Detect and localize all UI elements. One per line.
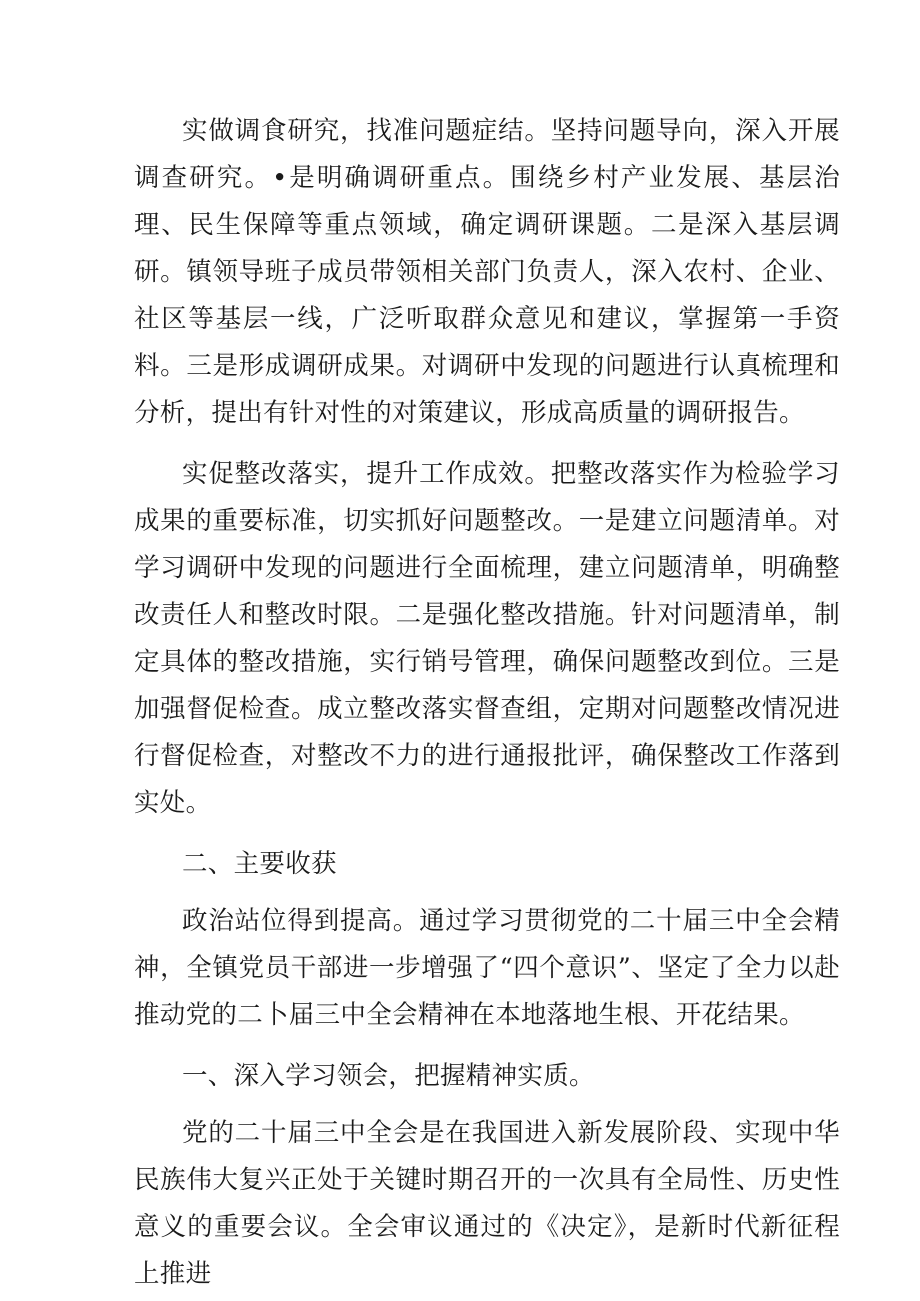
paragraph-research: 实做调食研究，找准问题症结。坚持问题导向，深入开展调查研究。•是明确调研重点。围绕乡村产业发展、基层治理、民生保障等重点领域，确定调研课题。二是深入基层调研。镇领导班子成员带领相关部门负责人，深入农村、企业、社区等基层一线，广泛听取群众意见和建议，掌握第一手资料。三是形成调研成果。对调研中发现的问题进行认真梳理和分析，提出有针对性的对策建议，形成高质量的调研报告。: [134, 116, 840, 428]
section-heading-study: 一、深入学习领会，把握精神实质。: [182, 1061, 595, 1091]
paragraph-rectification: 实促整改落实，提升工作成效。把整改落实作为检验学习成果的重要标准，切实抓好问题整改。一是建立问题清单。对学习调研中发现的问题进行全面梳理，建立问题清单，明确整改责任人和整改时限。二是强化整改措施。针对问题清单，制定具体的整改措施，实行销号管理，确保问题整改到位。三是加强督促检查。成立整改落实督查组，定期对问题整改情况进行督促检查，对整改不力的进行通报批评，确保整改工作落到实处。: [134, 459, 840, 818]
section-heading-main-gains: 二、主要收获: [182, 849, 337, 879]
paragraph-political-stance: 政治站位得到提高。通过学习贯彻党的二十届三中全会精神，全镇党员干部进一步增强了“四个意识”、坚定了全力以赴推动党的二卜届三中全会精神在本地落地生根、开花结果。: [134, 906, 840, 1030]
paragraph-plenary-session: 党的二十届三中全会是在我国进入新发展阶段、实现中华民族伟大复兴正处于关键时期召开的一次具有全局性、历史性意义的重要会议。全会审议通过的《决定》，是新时代新征程上推进: [134, 1118, 840, 1289]
